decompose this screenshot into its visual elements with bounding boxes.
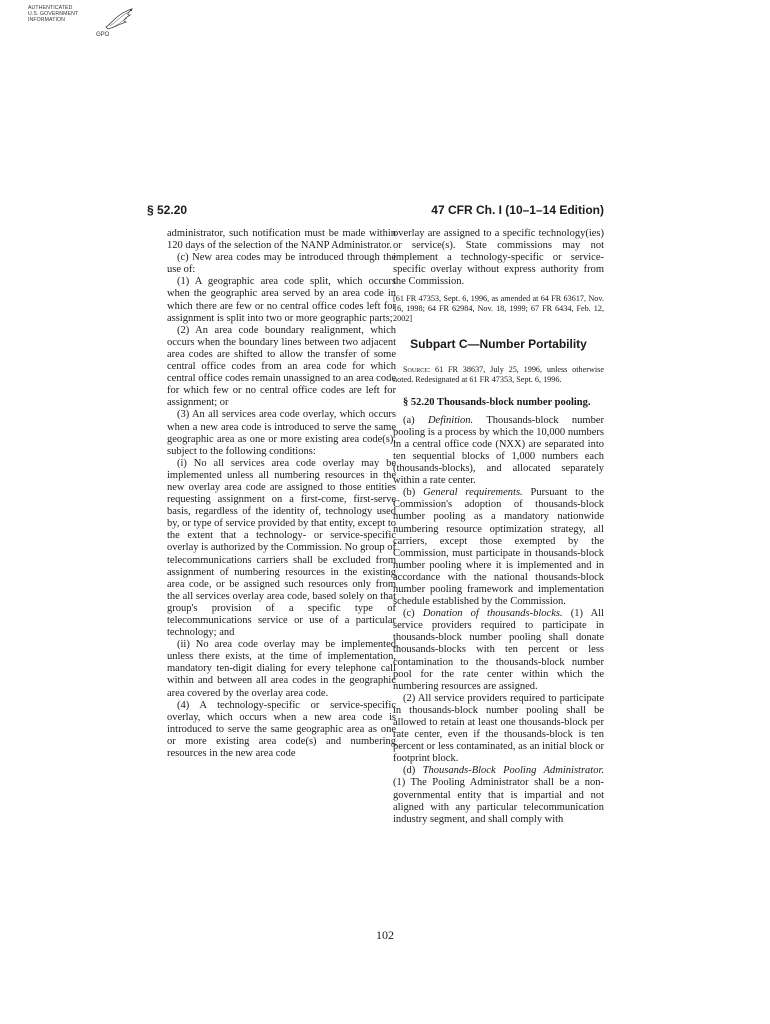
paragraph-heading: Thousands-Block Pooling Administrator. bbox=[422, 765, 605, 777]
eagle-seal-icon bbox=[102, 5, 142, 35]
paragraph-text: (2) All service providers required to participate in thousands-block number pooling shall be allowed to retain at least one thousands-block per rate center, even if the thousands-block is ten percent or less contaminated, as an initial block or footprint block. bbox=[393, 692, 604, 765]
paragraph-lead: (d) bbox=[403, 765, 416, 777]
paragraph: (3) An all services area code overlay, which occurs when a new area code is introduced to serve the same geographic area as one or more existing area code(s), subject to the following conditions: bbox=[167, 409, 396, 457]
section-heading: § 52.20 Thousands-block number pooling. bbox=[403, 396, 591, 408]
gpo-logo-line: U.S. GOVERNMENT bbox=[28, 11, 79, 17]
paragraph bbox=[393, 415, 604, 488]
paragraph: (2) An area code boundary realignment, which occurs when the boundary lines between two adjacent area codes are shifted to allow the transfer of some central office codes from an area code for which central office codes remain unassigned to an area code for which few or no central office codes are left for assignment; or bbox=[167, 324, 396, 409]
paragraph: (1) A geographic area code split, which occurs when the geographic area served by an area code in which there are few or no central office codes left for assignment is split into two or more geographic parts; bbox=[167, 276, 396, 324]
source-note bbox=[393, 365, 604, 385]
paragraph-lead: (c) bbox=[403, 608, 415, 620]
gpo-logo-line: INFORMATION bbox=[28, 17, 66, 23]
gpo-logo-tag: GPO bbox=[96, 32, 110, 38]
paragraph-text: (1) All service providers required to participate in thousands-block number pooling shall donate thousands-blocks with ten percent or less contamination to the thousands-block number pool for the rate center within which the numbering resources are assigned. bbox=[393, 608, 605, 692]
gpo-logo-line: AUTHENTICATED bbox=[28, 5, 73, 11]
paragraph: (c) New area codes may be introduced through the use of: bbox=[167, 252, 396, 276]
paragraph: (ii) No area code overlay may be implemented unless there exists, at the time of implementation, mandatory ten-digit dialing for every telephone call within and between all area codes in the geographic area covered by the overlay area code. bbox=[167, 639, 396, 699]
running-head bbox=[147, 203, 604, 219]
paragraph: (4) A technology-specific or service-specific overlay, which occurs when a new area code is introduced to serve the same geographic area as one or more existing area code(s) and numbering resources in the new area code bbox=[167, 699, 396, 760]
right-column bbox=[393, 228, 604, 826]
paragraph-text: (1) The Pooling Administrator shall be a non-governmental entity that is impartial and not aligned with any particular telecommunication industry segment, and shall comply with bbox=[393, 777, 604, 825]
paragraph bbox=[393, 608, 604, 693]
gpo-authentication-logo bbox=[28, 5, 140, 51]
paragraph-text: Pursuant to the Commission's adoption of thousands-block number pooling as a mandatory nationwide numbering resource optimization strategy, all carriers, except those exempted by the Commission, must participate in thousands-block number pooling where it is implemented and in accordance with the national thousands-block number pooling framework and implementation schedule established by the Commission. bbox=[393, 487, 605, 608]
left-column bbox=[167, 228, 396, 760]
paragraph-heading: Definition. bbox=[427, 414, 474, 426]
amendment-citation: [61 FR 47353, Sept. 6, 1996, as amended at 64 FR 63617, Nov. 16, 1998; 64 FR 62984, Nov. 18, 1999; 67 FR 6434, Feb. 12, 2002] bbox=[393, 294, 604, 324]
section-reference: § 52.20 bbox=[147, 203, 188, 217]
paragraph: overlay are assigned to a specific technology(ies) or service(s). State commissions may not implement a technology-specific or service-specific overlay without express authority from the Commission. bbox=[393, 228, 604, 288]
paragraph bbox=[393, 487, 604, 608]
source-label: Source: bbox=[403, 364, 431, 374]
page-number: 102 bbox=[376, 928, 394, 942]
subpart-heading: Subpart C—Number Portability bbox=[410, 337, 587, 352]
paragraph-text: Thousands-block number pooling is a process by which the 10,000 numbers in a central office code (NXX) are separated into ten sequential blocks of 1,000 numbers each (thousands-blocks), and allocated separately within a rate center. bbox=[393, 414, 605, 487]
paragraph-lead: (a) bbox=[403, 414, 415, 426]
paragraph-heading: Donation of thousands-blocks. bbox=[422, 608, 563, 620]
source-text: 61 FR 38637, July 25, 1996, unless otherwise noted. Redesignated at 61 FR 47353, Sept. 6, 1996. bbox=[393, 364, 604, 384]
paragraph: (i) No all services area code overlay may be implemented unless all numbering resources in the new overlay area code are assigned to those entities requesting assignment on a first-come, first-serve basis, regardless of the identity of, technology used by, or type of service provided by that entity, except to the extent that a technology- or service-specific overlay is authorized by the Commission. No group of telecommunications carriers shall be excluded from assignment of numbering resources in the existing area code, or be assigned such resources only from the all services overlay area code, based solely on that group's provision of a specific type of telecommunications service or use of a particular technology; and bbox=[167, 457, 396, 639]
paragraph-heading: General requirements. bbox=[423, 487, 523, 499]
paragraph: administrator, such notification must be made within 120 days of the selection of the NANP Administrator. bbox=[167, 228, 396, 252]
paragraph bbox=[393, 765, 604, 825]
gpo-logo-text bbox=[28, 5, 78, 23]
paragraph bbox=[393, 693, 604, 766]
paragraph-lead: (b) bbox=[403, 487, 416, 499]
cfr-title: 47 CFR Ch. I (10–1–14 Edition) bbox=[431, 203, 604, 217]
